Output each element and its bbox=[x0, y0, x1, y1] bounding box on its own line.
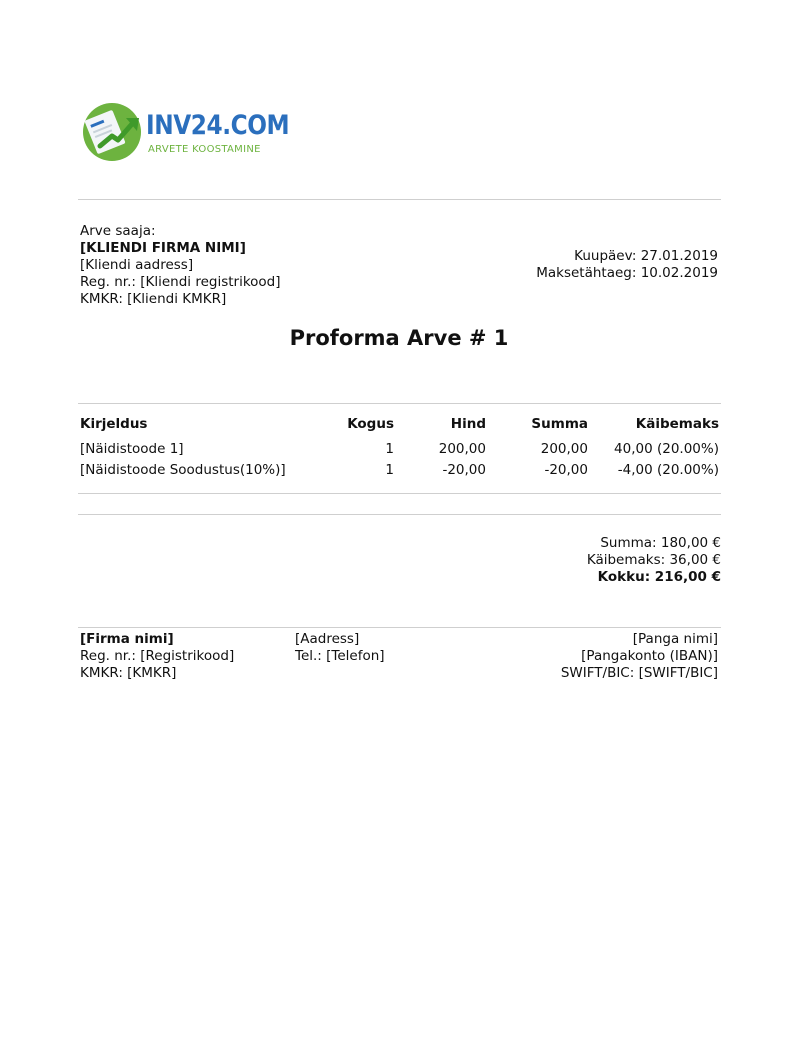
col-sum: Summa bbox=[531, 416, 588, 432]
invoice-title: Proforma Arve # 1 bbox=[289, 326, 509, 350]
footer-bank bbox=[561, 631, 718, 682]
divider bbox=[78, 199, 721, 200]
item-price: -20,00 bbox=[442, 462, 486, 478]
due-date: Maksetähtaeg: 10.02.2019 bbox=[536, 265, 718, 281]
divider bbox=[78, 627, 721, 628]
item-price: 200,00 bbox=[438, 441, 486, 457]
recipient-block bbox=[80, 223, 281, 308]
invoice-date: Kuupäev: 27.01.2019 bbox=[574, 248, 718, 264]
footer-bank-name: [Panga nimi] bbox=[632, 631, 718, 647]
footer-contact bbox=[295, 631, 385, 665]
recipient-address: [Kliendi aadress] bbox=[80, 257, 194, 273]
footer-vat: KMKR: [KMKR] bbox=[80, 665, 177, 681]
logo-tagline: ARVETE KOOSTAMINE bbox=[148, 144, 261, 155]
item-description: [Näidistoode Soodustus(10%)] bbox=[80, 462, 286, 478]
dates-block bbox=[536, 248, 718, 282]
footer-address: [Aadress] bbox=[295, 631, 360, 647]
col-qty: Kogus bbox=[347, 416, 394, 432]
invoice-growth-icon bbox=[82, 100, 146, 162]
total-vat: Käibemaks: 36,00 € bbox=[586, 552, 721, 568]
item-description: [Näidistoode 1] bbox=[80, 441, 184, 457]
footer-phone: Tel.: [Telefon] bbox=[295, 648, 385, 664]
grand-total: Kokku: 216,00 € bbox=[597, 569, 721, 585]
footer-company-name: [Firma nimi] bbox=[80, 631, 174, 647]
footer-reg: Reg. nr.: [Registrikood] bbox=[80, 648, 235, 664]
col-description: Kirjeldus bbox=[80, 416, 148, 432]
footer-company bbox=[80, 631, 234, 682]
total-sum: Summa: 180,00 € bbox=[600, 535, 721, 551]
divider bbox=[78, 403, 721, 404]
item-qty: 1 bbox=[385, 462, 394, 478]
col-vat: Käibemaks bbox=[635, 416, 719, 432]
recipient-vat: KMKR: [Kliendi KMKR] bbox=[80, 291, 227, 307]
totals-block bbox=[587, 535, 721, 586]
item-sum: 200,00 bbox=[540, 441, 588, 457]
col-price: Hind bbox=[450, 416, 486, 432]
table-header-row bbox=[78, 414, 721, 439]
footer-swift: SWIFT/BIC: [SWIFT/BIC] bbox=[560, 665, 718, 681]
footer-bank-account: [Pangakonto (IBAN)] bbox=[581, 648, 718, 664]
divider bbox=[78, 493, 721, 494]
recipient-reg: Reg. nr.: [Kliendi registrikood] bbox=[80, 274, 281, 290]
logo-brand: INV24.COM bbox=[146, 110, 290, 141]
divider bbox=[78, 514, 721, 515]
recipient-company: [KLIENDI FIRMA NIMI] bbox=[80, 240, 246, 256]
item-vat: 40,00 (20.00%) bbox=[614, 441, 719, 457]
item-qty: 1 bbox=[385, 441, 394, 457]
item-sum: -20,00 bbox=[544, 462, 588, 478]
items-table bbox=[78, 414, 721, 481]
recipient-label: Arve saaja: bbox=[80, 223, 156, 239]
item-vat: -4,00 (20.00%) bbox=[617, 462, 719, 478]
table-row bbox=[78, 439, 721, 460]
table-row bbox=[78, 460, 721, 481]
